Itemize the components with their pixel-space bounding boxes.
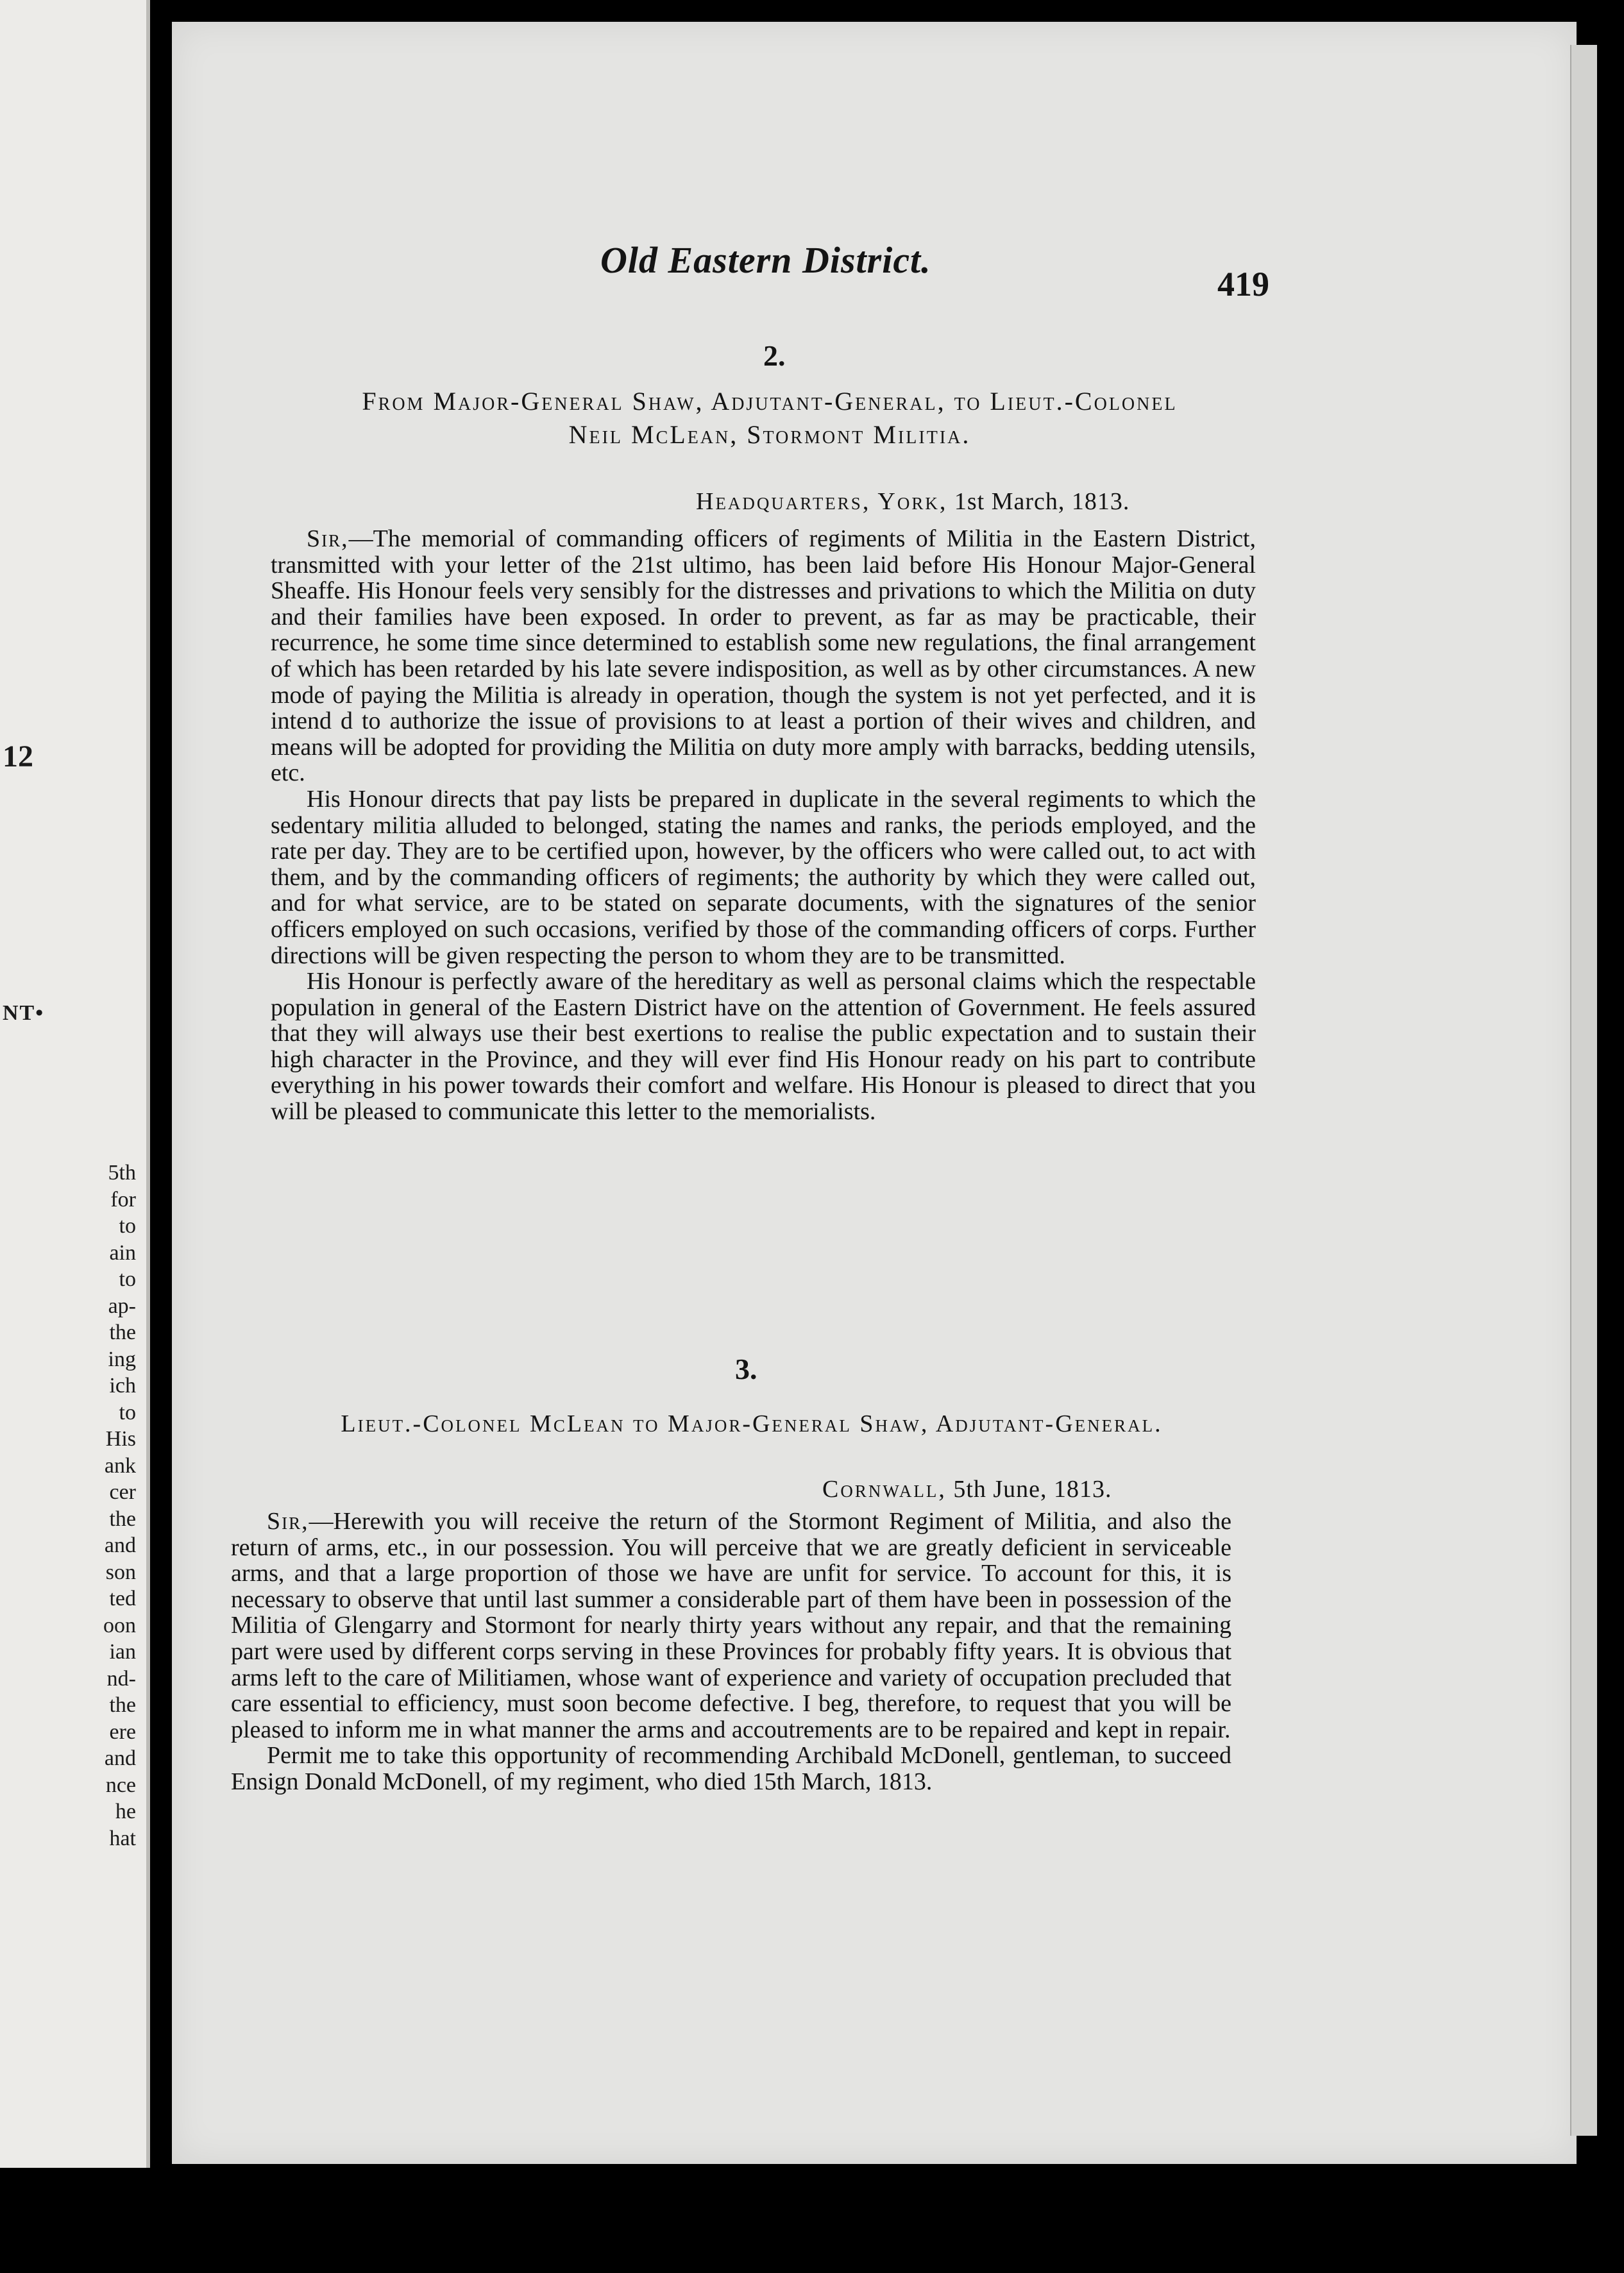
facing-page-fragment-line: nce bbox=[105, 1773, 136, 1797]
facing-page-fragment-line: hat bbox=[109, 1826, 136, 1850]
facing-page-fragment-line: cer bbox=[109, 1480, 136, 1504]
section-2-salutation: Sir, bbox=[307, 525, 349, 552]
facing-page-heading-fragment: NT• bbox=[3, 1001, 45, 1025]
facing-page-fragment-line: son bbox=[105, 1560, 136, 1584]
section-3-heading: Lieut.-Colonel McLean to Major-General Shaw, Adjutant-General. bbox=[341, 1410, 1163, 1437]
section-3-body bbox=[231, 1508, 1231, 1795]
facing-page-fragment-line: to bbox=[119, 1214, 136, 1238]
section-3-paragraph-2: Permit me to take this opportunity of recommending Archibald McDonell, gentleman, to succeed Ensign Donald McDonell, of my regiment, who died 15th March, 1813. bbox=[231, 1742, 1231, 1795]
section-2-heading-line2: Neil McLean, Stormont Militia. bbox=[568, 420, 971, 449]
section-2-paragraph-2: His Honour directs that pay lists be prepared in duplicate in the several regiments to which the sedentary militia alluded to belonged, stating the names and ranks, the periods employed, and the rate per day. They are to be certified upon, however, by the officers who were called out, to act with them, and by the commanding officers of regiments; the authority by which they were called out, and for what service, are to be stated on separate documents, with the signatures of the senior officers employed on such occasions, verified by those of the commanding officers of corps. Further directions will be given respecting the person to whom they are to be transmitted. bbox=[271, 785, 1256, 969]
facing-page-fragment-line: to bbox=[119, 1267, 136, 1291]
section-2-heading-line1: From Major-General Shaw, Adjutant-General, to Lieut.-Colonel bbox=[362, 387, 1178, 416]
section-2-dateline-place: Headquarters, York, bbox=[696, 488, 948, 515]
facing-page-fragment-line: ted bbox=[109, 1587, 136, 1610]
page-edge bbox=[1570, 45, 1597, 2136]
facing-page-fragment-line: ank bbox=[104, 1453, 136, 1478]
section-3-dateline bbox=[822, 1475, 1112, 1503]
facing-page-fragment-line: the bbox=[109, 1321, 136, 1344]
facing-page-fragment-line: he bbox=[115, 1800, 136, 1823]
facing-page-fragment-line: and bbox=[104, 1534, 136, 1557]
section-3-dateline-date: 5th June, 1813. bbox=[953, 1476, 1112, 1503]
section-3-number: 3. bbox=[735, 1353, 757, 1385]
facing-page-fragment-line: nd- bbox=[106, 1666, 136, 1691]
section-3-paragraph-1-text: —Herewith you will receive the return of the Stormont Regiment of Militia, and also the return of arms, etc., in our possession. You will perceive that we are greatly deficient in serviceable arms, and that a large proportion of those we have are unfit for service. To account for this, it is necessary to observe that until last summer a considerable part of them have been in possession of the Militia of Glengarry and Stormont for nearly thirty years without any repair, and that the remaining part were used by different corps serving in these Provinces for probably fifty years. It is obvious that arms left to the care of Militiamen, whose want of experience and variety of occupation precluded that care essential to efficiency, must soon become defective. I beg, therefore, to request that you will be pleased to inform me in what manner the arms and accoutrements are to be repaired and kept in repair. bbox=[231, 1508, 1231, 1743]
facing-page-number-fragment: 12 bbox=[3, 739, 33, 773]
facing-page-fragment-line: ain bbox=[109, 1240, 136, 1265]
facing-page-fragment-line: oon bbox=[103, 1613, 136, 1637]
section-2-body bbox=[271, 526, 1256, 1125]
facing-page-fragment-line: ere bbox=[109, 1720, 136, 1744]
facing-page-fragment bbox=[0, 0, 150, 2168]
page-number: 419 bbox=[1217, 265, 1269, 303]
running-head: Old Eastern District. bbox=[600, 239, 931, 281]
facing-page-fragment-line: ap- bbox=[108, 1294, 136, 1318]
facing-page-fragment-line: the bbox=[109, 1507, 136, 1531]
section-3-paragraph-1 bbox=[231, 1508, 1231, 1743]
facing-page-fragment-line: ich bbox=[109, 1374, 136, 1398]
facing-page-fragment-line: to bbox=[119, 1400, 136, 1424]
facing-page-fragment-line: 5th bbox=[108, 1161, 136, 1185]
facing-page-fragment-line: ian bbox=[109, 1640, 136, 1664]
section-2-paragraph-1-text: —The memorial of commanding officers of regiments of Militia in the Eastern District, transmitted with your letter of the 21st ultimo, has been laid before His Honour Major-General Sheaffe. His Honour feels very sensibly for the distresses and privations to which the Militia on duty and their families have been exposed. In order to prevent, as far as may be practicable, their recurrence, he some time since determined to establish some new regulations, the final arrangement of which has been retarded by his late severe indisposition, as well as by other circumstances. A new mode of paying the Militia is already in operation, though the system is not yet perfected, and it is intend d to authorize the issue of provisions to at least a portion of their wives and children, and means will be adopted for providing the Militia on duty more amply with barracks, bedding utensils, etc. bbox=[271, 525, 1256, 787]
section-2-paragraph-3: His Honour is perfectly aware of the hereditary as well as personal claims which the respectable population in general of the Eastern District have on the attention of Government. He feels assured that they will always use their best exertions to realise the public expectation and to sustain their high character in the Province, and they will ever find His Honour ready on his part to contribute everything in his power towards their comfort and welfare. His Honour is pleased to direct that you will be pleased to communicate this letter to the memorialists. bbox=[271, 968, 1256, 1126]
facing-page-fragment-line: ing bbox=[108, 1347, 136, 1371]
section-2-dateline-date: 1st March, 1813. bbox=[954, 488, 1130, 515]
section-2-number: 2. bbox=[763, 339, 786, 372]
facing-page-text-fragments bbox=[0, 1160, 136, 1852]
section-3-dateline-place: Cornwall, bbox=[822, 1476, 947, 1503]
section-2-paragraph-1 bbox=[271, 526, 1256, 786]
section-3-salutation: Sir, bbox=[267, 1508, 309, 1535]
facing-page-fragment-line: for bbox=[110, 1187, 136, 1212]
facing-page-fragment-line: the bbox=[109, 1693, 136, 1717]
section-2-dateline bbox=[696, 487, 1129, 516]
facing-page-fragment-line: and bbox=[104, 1746, 136, 1770]
section-2-heading bbox=[269, 385, 1270, 452]
facing-page-fragment-line: His bbox=[105, 1427, 136, 1451]
